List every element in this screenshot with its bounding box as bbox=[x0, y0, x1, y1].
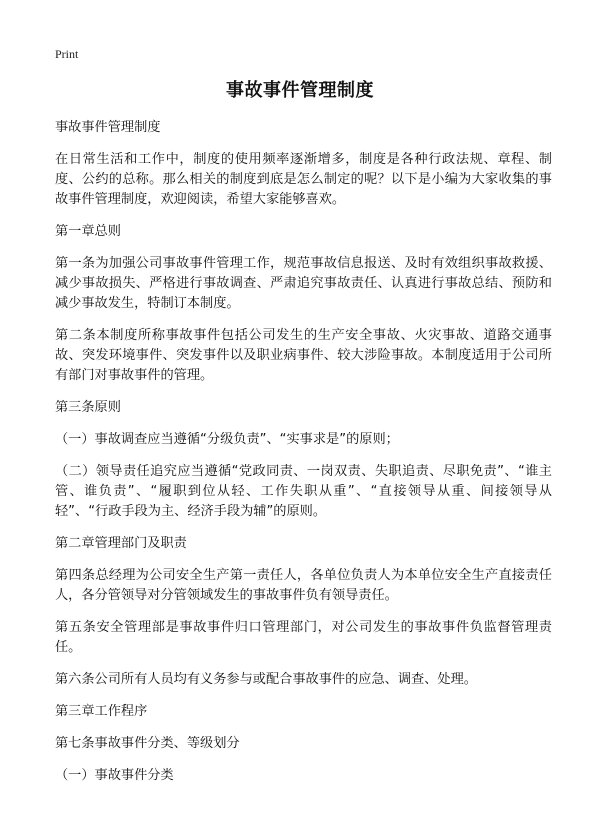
chapter-heading-2: 第二章管理部门及职责 bbox=[55, 536, 187, 551]
document-body bbox=[55, 118, 552, 798]
classification-item-1: （一）事故事件分类 bbox=[55, 768, 174, 783]
chapter-heading-3: 第三章工作程序 bbox=[55, 704, 148, 719]
article-5: 第五条安全管理部是事故事件归口管理部门，对公司发生的事故事件负监督管理责任。 bbox=[55, 620, 552, 655]
article-1: 第一条为加强公司事故事件管理工作，规范事故信息报送、及时有效组织事故救援、减少事故损失、严格进行事故调查、严肃追究事故责任、认真进行事故总结、预防和减少事故发生，特制订本制度。 bbox=[55, 256, 552, 311]
article-6: 第六条公司所有人员均有义务参与或配合事故事件的应急、调查、处理。 bbox=[55, 672, 477, 687]
article-3-heading: 第三条原则 bbox=[55, 400, 121, 415]
article-4: 第四条总经理为公司安全生产第一责任人，各单位负责人为本单位安全生产直接责任人，各分管领导对分管领域发生的事故事件负有领导责任。 bbox=[55, 568, 552, 603]
principle-2: （二）领导责任追究应当遵循“党政同责、一岗双责、失职追责、尽职免责”、“谁主管、谁负责”、“履职到位从轻、工作失职从重”、“直接领导从重、间接领导从轻”、“行政手段为主、经济手段为辅”的原则。 bbox=[55, 464, 552, 519]
principle-1: （一）事故调查应当遵循“分级负责”、“实事求是”的原则； bbox=[55, 432, 399, 447]
article-2: 第二条本制度所称事故事件包括公司发生的生产安全事故、火灾事故、道路交通事故、突发环境事件、突发事件以及职业病事件、较大涉险事故。本制度适用于公司所有部门对事故事件的管理。 bbox=[55, 328, 552, 383]
intro-paragraph: 在日常生活和工作中，制度的使用频率逐渐增多，制度是各种行政法规、章程、制度、公约的总称。那么相关的制度到底是怎么制定的呢？以下是小编为大家收集的事故事件管理制度，欢迎阅读，希望大家能够喜欢。 bbox=[55, 152, 552, 207]
chapter-heading-1: 第一章总则 bbox=[55, 224, 121, 239]
document-title: 事故事件管理制度 bbox=[226, 80, 374, 101]
article-7: 第七条事故事件分类、等级划分 bbox=[55, 736, 240, 751]
print-label: Print bbox=[55, 47, 79, 61]
document-subtitle: 事故事件管理制度 bbox=[55, 120, 161, 135]
